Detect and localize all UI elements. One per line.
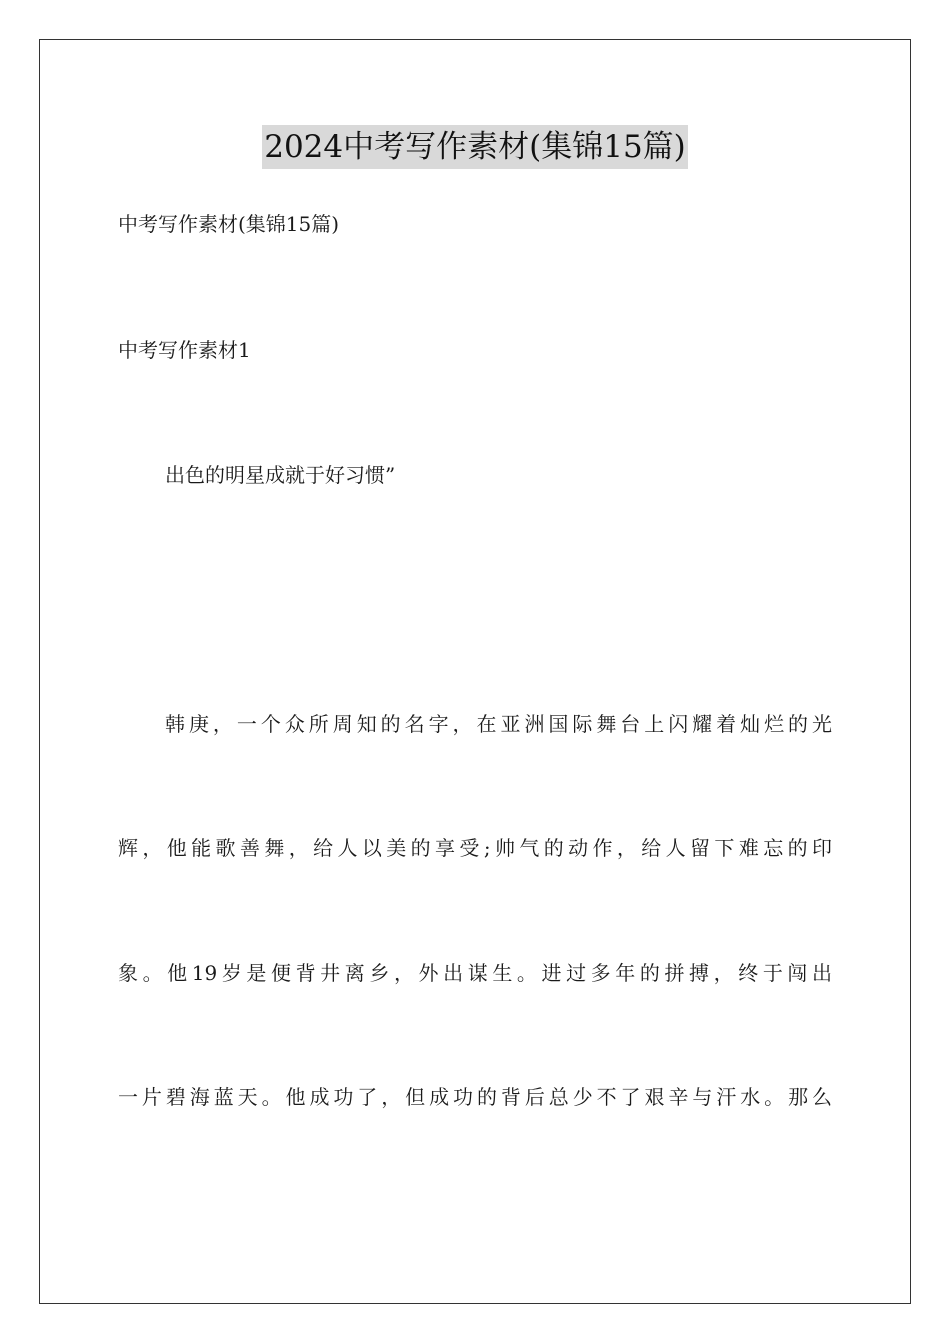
document-subtitle: 中考写作素材(集锦15篇): [118, 212, 340, 236]
section-heading: 中考写作素材1: [118, 338, 251, 362]
paragraph-line: 辉，他能歌善舞，给人以美的享受;帅气的动作，给人留下难忘的印: [118, 836, 832, 860]
document-title: 2024中考写作素材(集锦15篇): [262, 125, 688, 169]
quote-line: 出色的明星成就于好习惯”: [165, 463, 396, 487]
paragraph-line: 象。他19岁是便背井离乡，外出谋生。进过多年的拼搏，终于闯出: [118, 961, 832, 985]
paragraph-line: 一片碧海蓝天。他成功了，但成功的背后总少不了艰辛与汗水。那么: [118, 1085, 832, 1109]
paragraph-line: 韩庚，一个众所周知的名字，在亚洲国际舞台上闪耀着灿烂的光: [165, 712, 832, 736]
title-container: [0, 125, 950, 169]
